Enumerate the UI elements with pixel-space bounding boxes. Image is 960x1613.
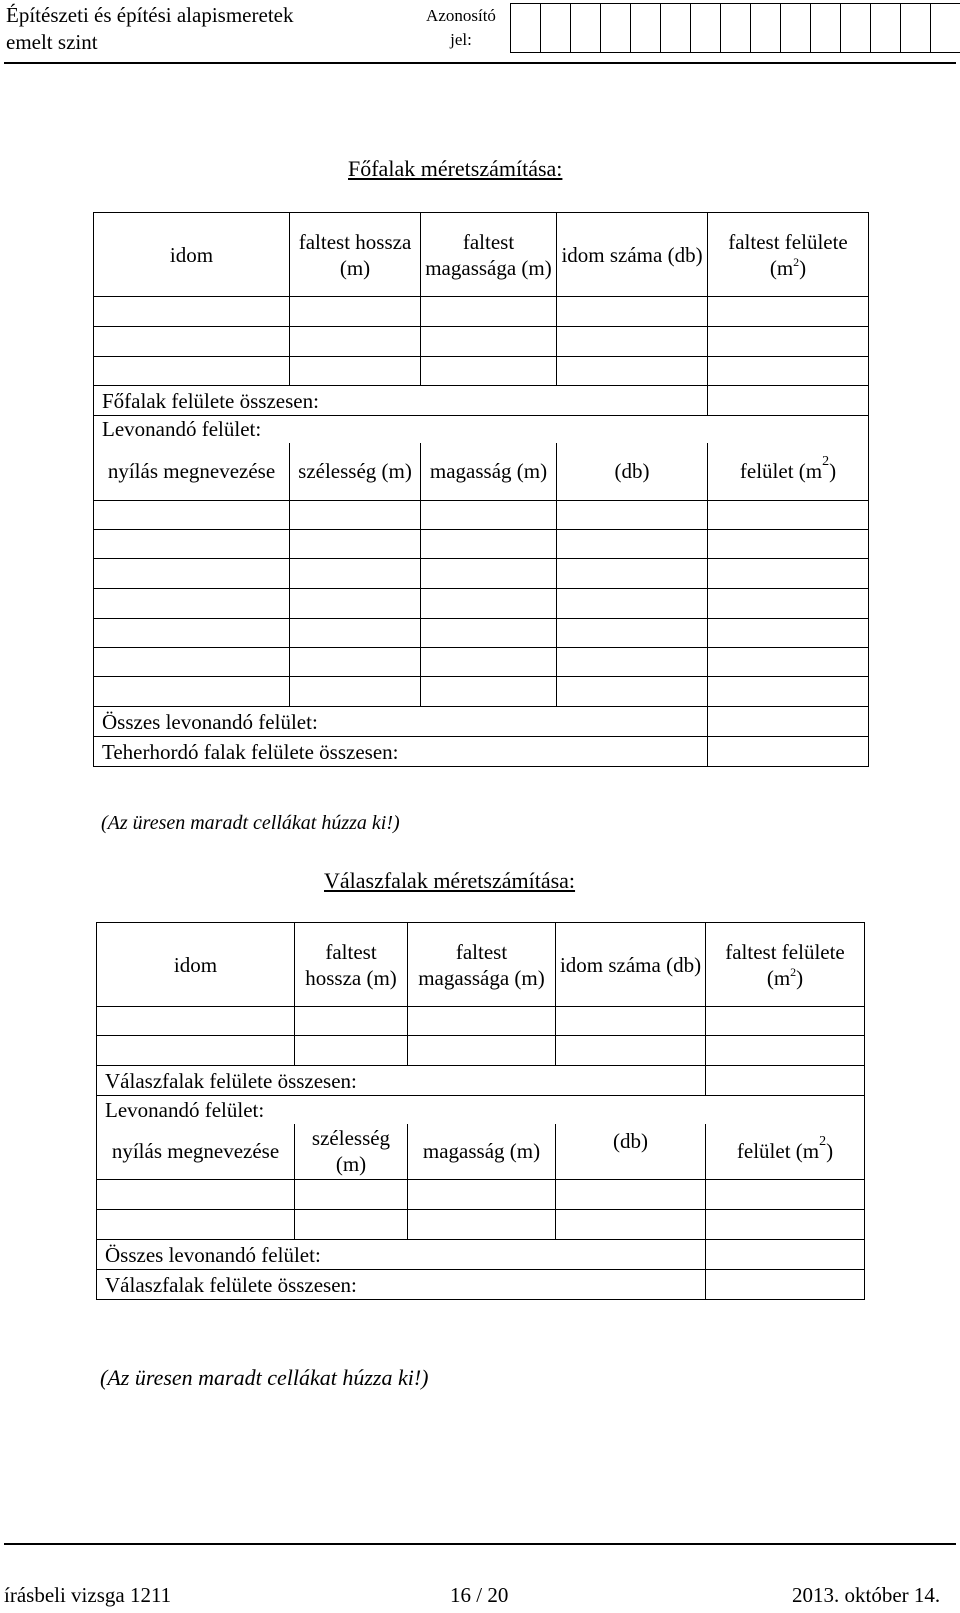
col-db: (db) [557, 443, 708, 501]
header-left [6, 2, 293, 56]
header-rule [4, 62, 956, 64]
section2-title: Válaszfalak méretszámítása: [324, 868, 576, 893]
col-width: szélesség (m) [295, 1124, 408, 1180]
col-height: faltest magassága (m) [421, 213, 557, 297]
col-idom: idom [97, 923, 295, 1007]
footer-page: 16 / 20 [450, 1583, 509, 1607]
col-width: szélesség (m) [290, 443, 421, 501]
col-surface: felület $(m^2)$ [708, 443, 869, 501]
col-length: faltest hossza (m) [290, 213, 421, 297]
input-cell[interactable] [94, 297, 290, 327]
all-deduct-label: Összes levonandó felület: [97, 1240, 706, 1270]
col-height: faltest magassága (m) [408, 923, 556, 1007]
col-idom: idom [94, 213, 290, 297]
section1-table [93, 212, 869, 767]
section2-table [96, 922, 865, 1300]
total-cell[interactable] [708, 386, 869, 416]
footer-exam: írásbeli vizsga 1211 [4, 1583, 172, 1607]
col-count: idom száma (db) [557, 213, 708, 297]
col-length: faltest hossza (m) [295, 923, 408, 1007]
col-area: faltest felülete $(m^2)$ [706, 923, 865, 1007]
deduct-label: Levonandó felület: [94, 416, 869, 443]
deduct-label: Levonandó felület: [97, 1096, 865, 1124]
all-deduct-label: Összes levonandó felület: [94, 707, 708, 737]
section1-note: (Az üresen maradt cellákat húzza ki!) [101, 812, 400, 834]
col-area: faltest felülete $(m^2)$ [708, 213, 869, 297]
id-label: Azonosító jel: [426, 6, 496, 49]
total-label: Válaszfalak felülete összesen: [97, 1066, 706, 1096]
col-opening-name: nyílás megnevezése [94, 443, 290, 501]
col-opening-height: magasság (m) [421, 443, 557, 501]
id-boxes[interactable] [510, 3, 960, 53]
section2-note: (Az üresen maradt cellákat húzza ki!) [100, 1365, 429, 1390]
total-label: Főfalak felülete összesen: [94, 386, 708, 416]
section1-title: Főfalak méretszámítása: [348, 156, 563, 181]
col-count: idom száma (db) [556, 923, 706, 1007]
col-db: (db) [556, 1124, 706, 1180]
footer-rule [4, 1543, 956, 1545]
col-opening-height: magasság (m) [408, 1124, 556, 1180]
net-label: Válaszfalak felülete összesen: [97, 1270, 706, 1300]
level-label: emelt szint [6, 30, 98, 54]
col-opening-name: nyílás megnevezése [97, 1124, 295, 1180]
subject-title: Építészeti és építési alapismeretek [6, 3, 294, 27]
col-surface: felület $(m^2)$ [706, 1124, 865, 1180]
footer-date: 2013. október 14. [792, 1583, 941, 1607]
net-label: Teherhordó falak felülete összesen: [94, 737, 708, 767]
